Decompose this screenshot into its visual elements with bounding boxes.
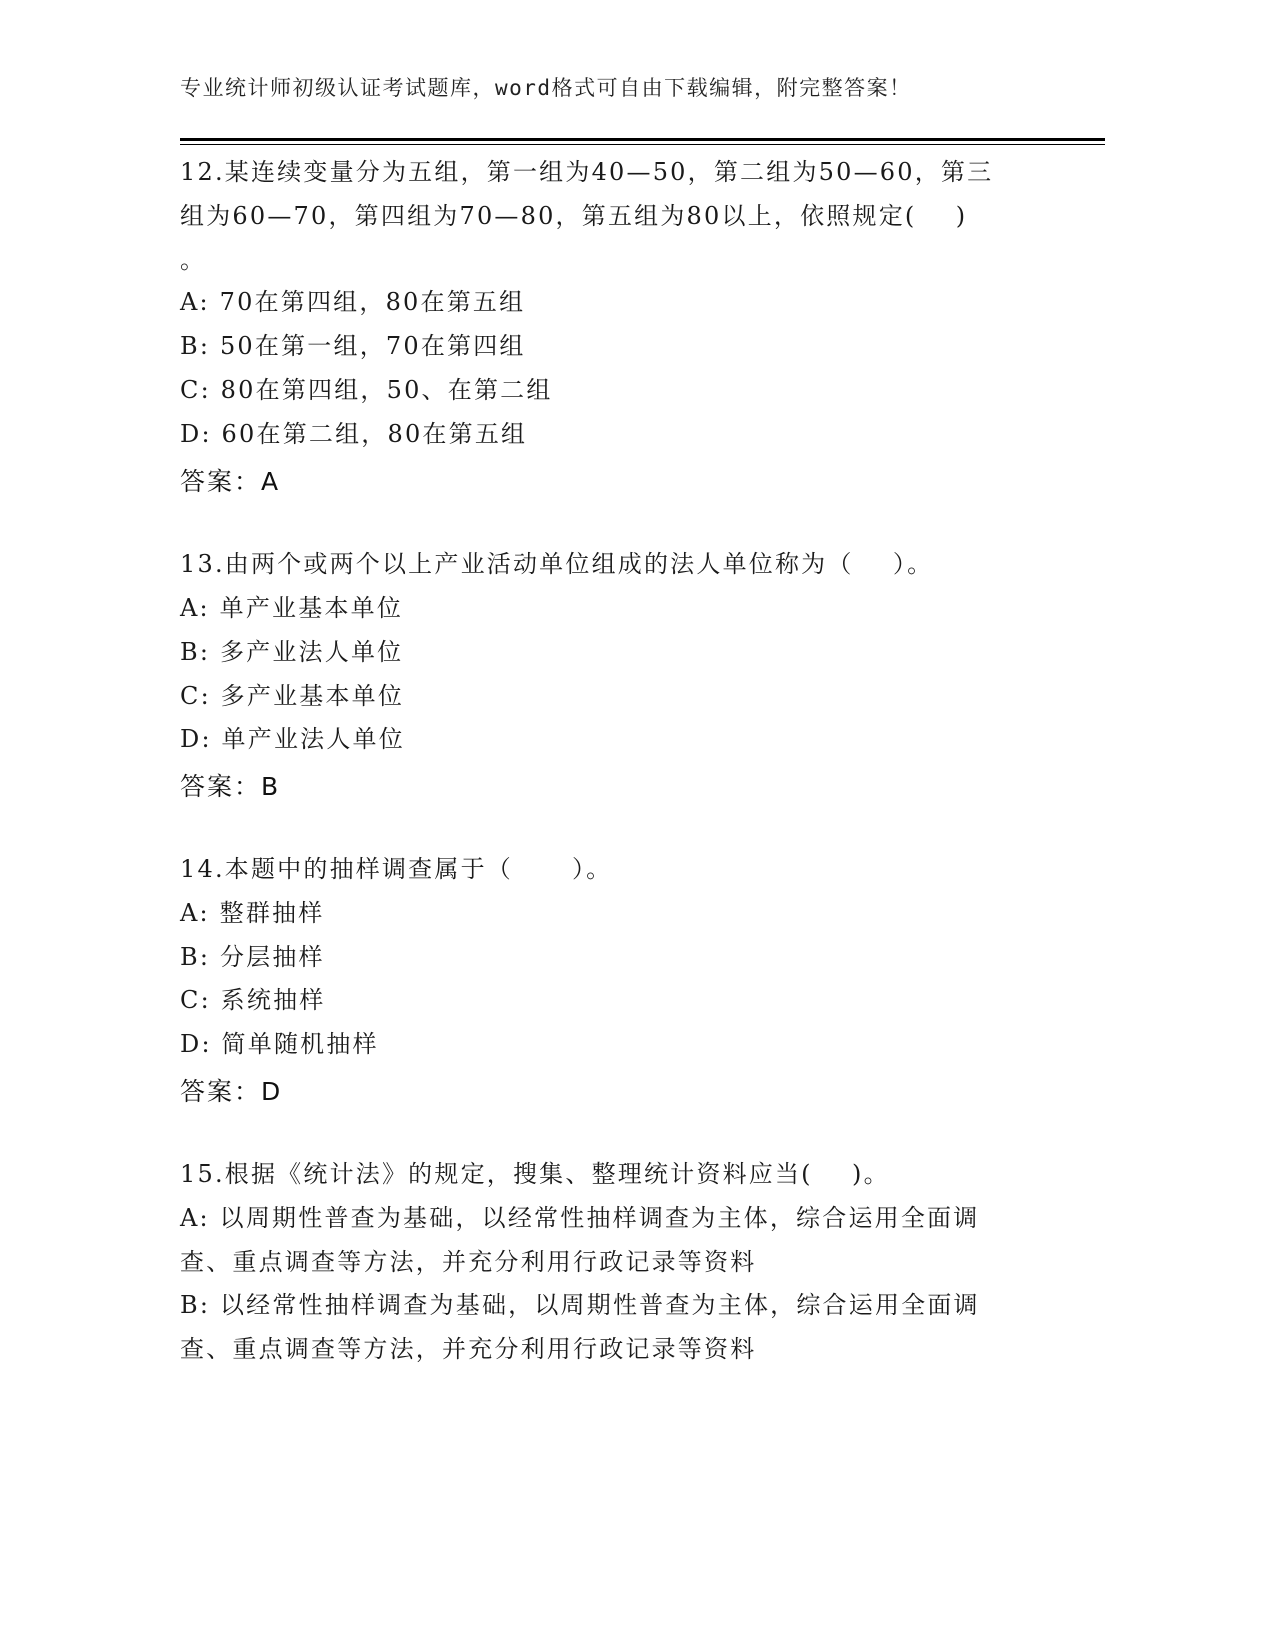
question-12-option-a: A: 70在第四组，80在第五组 [180,288,526,316]
question-13-option-d: D: 单产业法人单位 [180,725,405,753]
question-14-answer: 答案：D [180,1077,283,1106]
question-13-option-b: B: 多产业法人单位 [180,638,404,666]
question-12-stem-line-3: 。 [180,246,207,274]
question-12-option-c: C: 80在第四组，50、在第二组 [180,376,553,404]
question-12-option-b: B: 50在第一组，70在第四组 [180,332,526,360]
question-13-answer: 答案：B [180,772,281,801]
question-14-option-d: D: 简单随机抽样 [180,1030,379,1058]
question-15-option-a-line-1: A: 以周期性普查为基础，以经常性抽样调查为主体，综合运用全面调 [180,1204,980,1232]
question-13-option-a: A: 单产业基本单位 [180,594,404,622]
question-12-stem-line-2: 组为60—70，第四组为70—80，第五组为80以上，依照规定( ) [180,202,968,230]
page-header: 专业统计师初级认证考试题库，word格式可自由下载编辑，附完整答案！ [180,76,912,100]
question-13-stem-line-1: 13.由两个或两个以上产业活动单位组成的法人单位称为（ ）。 [180,550,934,578]
question-12-stem-line-1: 12.某连续变量分为五组，第一组为40—50，第二组为50—60，第三 [180,158,994,186]
question-14-stem-line-1: 14.本题中的抽样调查属于（ ）。 [180,855,613,883]
question-15-option-b-line-2: 查、重点调查等方法，并充分利用行政记录等资料 [180,1335,757,1363]
question-15-stem-line-1: 15.根据《统计法》的规定，搜集、整理统计资料应当( )。 [180,1160,890,1188]
question-14-option-c: C: 系统抽样 [180,986,326,1014]
question-12-option-d: D: 60在第二组，80在第五组 [180,420,528,448]
question-15-option-b-line-1: B: 以经常性抽样调查为基础，以周期性普查为主体，综合运用全面调 [180,1291,980,1319]
question-15-option-a-line-2: 查、重点调查等方法，并充分利用行政记录等资料 [180,1248,757,1276]
header-divider-thick [180,138,1105,141]
question-14-option-b: B: 分层抽样 [180,943,325,971]
question-14-option-a: A: 整群抽样 [180,899,325,927]
question-13-option-c: C: 多产业基本单位 [180,682,405,710]
question-12-answer: 答案：A [180,467,281,496]
header-divider-thin [180,144,1105,145]
